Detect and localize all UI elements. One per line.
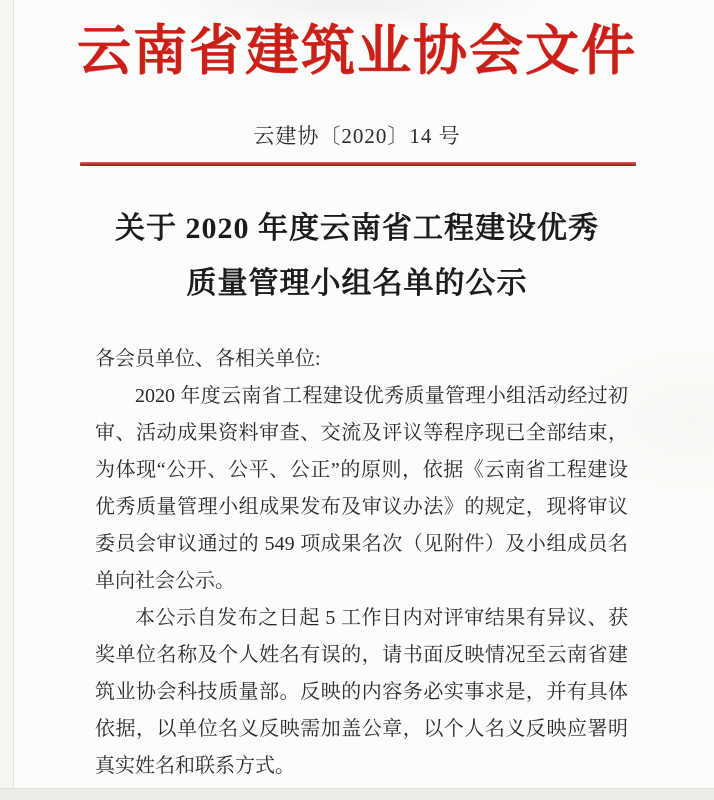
doc-title-line2: 质量管理小组名单的公示 — [186, 267, 528, 300]
doc-number: 云建协〔2020〕14 号 — [253, 124, 461, 148]
doc-title-line1: 关于 2020 年度云南省工程建设优秀 — [115, 212, 599, 245]
body-paragraph-2: 本公示自发布之日起 5 工作日内对评审结果有异议、获奖单位名称及个人姓名有误的，请书面反映情况至云南省建筑业协会科技质量部。反映的内容务必实事求是，并有具体依据，以单位名义反映需加盖公章，以个人名义反映应署明真实姓名和联系方式。 — [95, 607, 628, 777]
doc-title — [0, 201, 714, 311]
salutation: 各会员单位、各相关单位: — [95, 348, 321, 370]
letterhead-org-title: 云南省建筑业协会文件 — [77, 21, 637, 81]
doc-body — [95, 341, 628, 785]
letterhead-red-rule — [80, 162, 636, 166]
scan-bottom-edge — [0, 788, 714, 800]
body-paragraph-1: 2020 年度云南省工程建设优秀质量管理小组活动经过初审、活动成果资料审查、交流及评议等程序现已全部结束，为体现“公开、公平、公正”的原则，依据《云南省工程建设优秀质量管理小组成果发布及审议办法》的规定，现将审议委员会审议通过的 549 项成果名次（见附件）及小组成员名单向社会公示。 — [95, 385, 628, 592]
